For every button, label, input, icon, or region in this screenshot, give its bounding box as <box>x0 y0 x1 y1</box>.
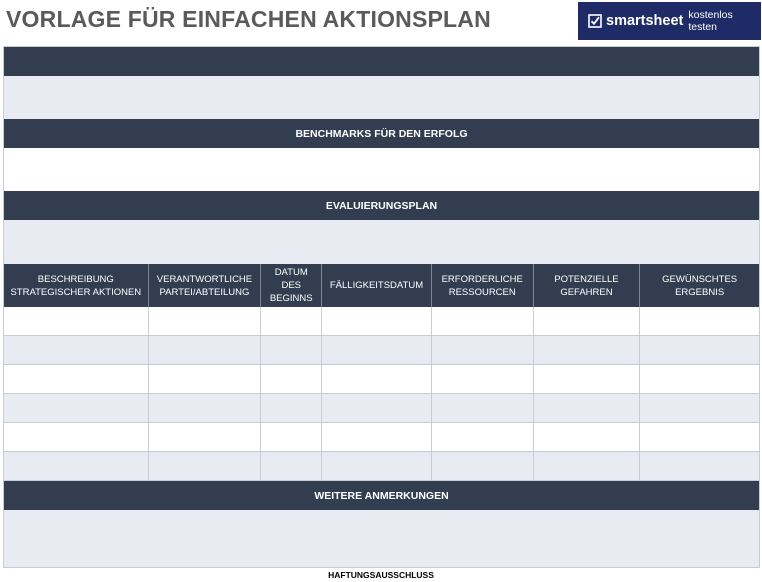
table-cell[interactable] <box>534 423 641 452</box>
column-header-responsible: VERANTWORTLICHE PARTEI/ABTEILUNG <box>149 264 262 307</box>
trial-cta[interactable]: kostenlos testen <box>688 9 733 33</box>
table-cell[interactable] <box>322 394 432 423</box>
table-cell[interactable] <box>640 365 759 394</box>
table-cell[interactable] <box>149 307 262 336</box>
table-cell[interactable] <box>640 423 759 452</box>
evaluation-field[interactable] <box>4 220 759 264</box>
table-cell[interactable] <box>4 307 149 336</box>
table-cell[interactable] <box>261 336 322 365</box>
table-cell[interactable] <box>432 394 534 423</box>
table-cell[interactable] <box>534 336 641 365</box>
table-cell[interactable] <box>149 423 262 452</box>
column-header-risks: POTENZIELLE GEFAHREN <box>534 264 641 307</box>
table-row <box>4 423 759 452</box>
goal-field[interactable] <box>4 76 759 119</box>
disclaimer-link[interactable]: HAFTUNGSAUSSCHLUSS <box>328 570 434 580</box>
table-row <box>4 365 759 394</box>
table-cell[interactable] <box>534 452 641 481</box>
table-cell[interactable] <box>149 365 262 394</box>
table-cell[interactable] <box>432 336 534 365</box>
table-row <box>4 307 759 336</box>
benchmarks-header: BENCHMARKS FÜR DEN ERFOLG <box>4 119 759 148</box>
table-cell[interactable] <box>322 365 432 394</box>
table-cell[interactable] <box>322 336 432 365</box>
table-cell[interactable] <box>322 452 432 481</box>
column-header-start-date: DATUM DES BEGINNS <box>261 264 322 307</box>
table-header <box>4 264 759 307</box>
table-cell[interactable] <box>4 336 149 365</box>
benchmarks-field[interactable] <box>4 148 759 191</box>
table-row <box>4 452 759 481</box>
table-cell[interactable] <box>4 452 149 481</box>
table-cell[interactable] <box>261 452 322 481</box>
table-cell[interactable] <box>534 394 641 423</box>
notes-header: WEITERE ANMERKUNGEN <box>4 481 759 510</box>
evaluation-header: EVALUIERUNGSPLAN <box>4 191 759 220</box>
table-cell[interactable] <box>261 394 322 423</box>
table-cell[interactable] <box>149 394 262 423</box>
table-cell[interactable] <box>149 336 262 365</box>
table-cell[interactable] <box>534 307 641 336</box>
brand-name: smartsheet <box>606 13 684 29</box>
table-cell[interactable] <box>4 365 149 394</box>
table-cell[interactable] <box>432 365 534 394</box>
table-cell[interactable] <box>4 423 149 452</box>
table-cell[interactable] <box>322 423 432 452</box>
table-cell[interactable] <box>4 394 149 423</box>
table-cell[interactable] <box>432 423 534 452</box>
notes-field[interactable] <box>4 510 759 567</box>
checkmark-logo-icon <box>588 14 602 28</box>
table-row <box>4 336 759 365</box>
table-cell[interactable] <box>640 307 759 336</box>
table-cell[interactable] <box>261 365 322 394</box>
table-cell[interactable] <box>432 307 534 336</box>
smartsheet-trial-banner[interactable] <box>578 2 761 40</box>
table-cell[interactable] <box>261 423 322 452</box>
column-header-description: BESCHREIBUNG STRATEGISCHER AKTIONEN <box>4 264 149 307</box>
table-cell[interactable] <box>149 452 262 481</box>
table-cell[interactable] <box>432 452 534 481</box>
table-cell[interactable] <box>261 307 322 336</box>
action-plan-sheet <box>3 46 760 568</box>
top-header-band <box>4 47 759 76</box>
column-header-resources: ERFORDERLICHE RESSOURCEN <box>432 264 534 307</box>
column-header-outcome: GEWÜNSCHTES ERGEBNIS <box>662 273 738 298</box>
table-cell[interactable] <box>534 365 641 394</box>
table-cell[interactable] <box>640 394 759 423</box>
table-cell[interactable] <box>640 336 759 365</box>
table-cell[interactable] <box>322 307 432 336</box>
column-header-due-date: FÄLLIGKEITSDATUM <box>322 264 432 307</box>
table-cell[interactable] <box>640 452 759 481</box>
page-title: VORLAGE FÜR EINFACHEN AKTIONSPLAN <box>6 6 491 32</box>
table-row <box>4 394 759 423</box>
